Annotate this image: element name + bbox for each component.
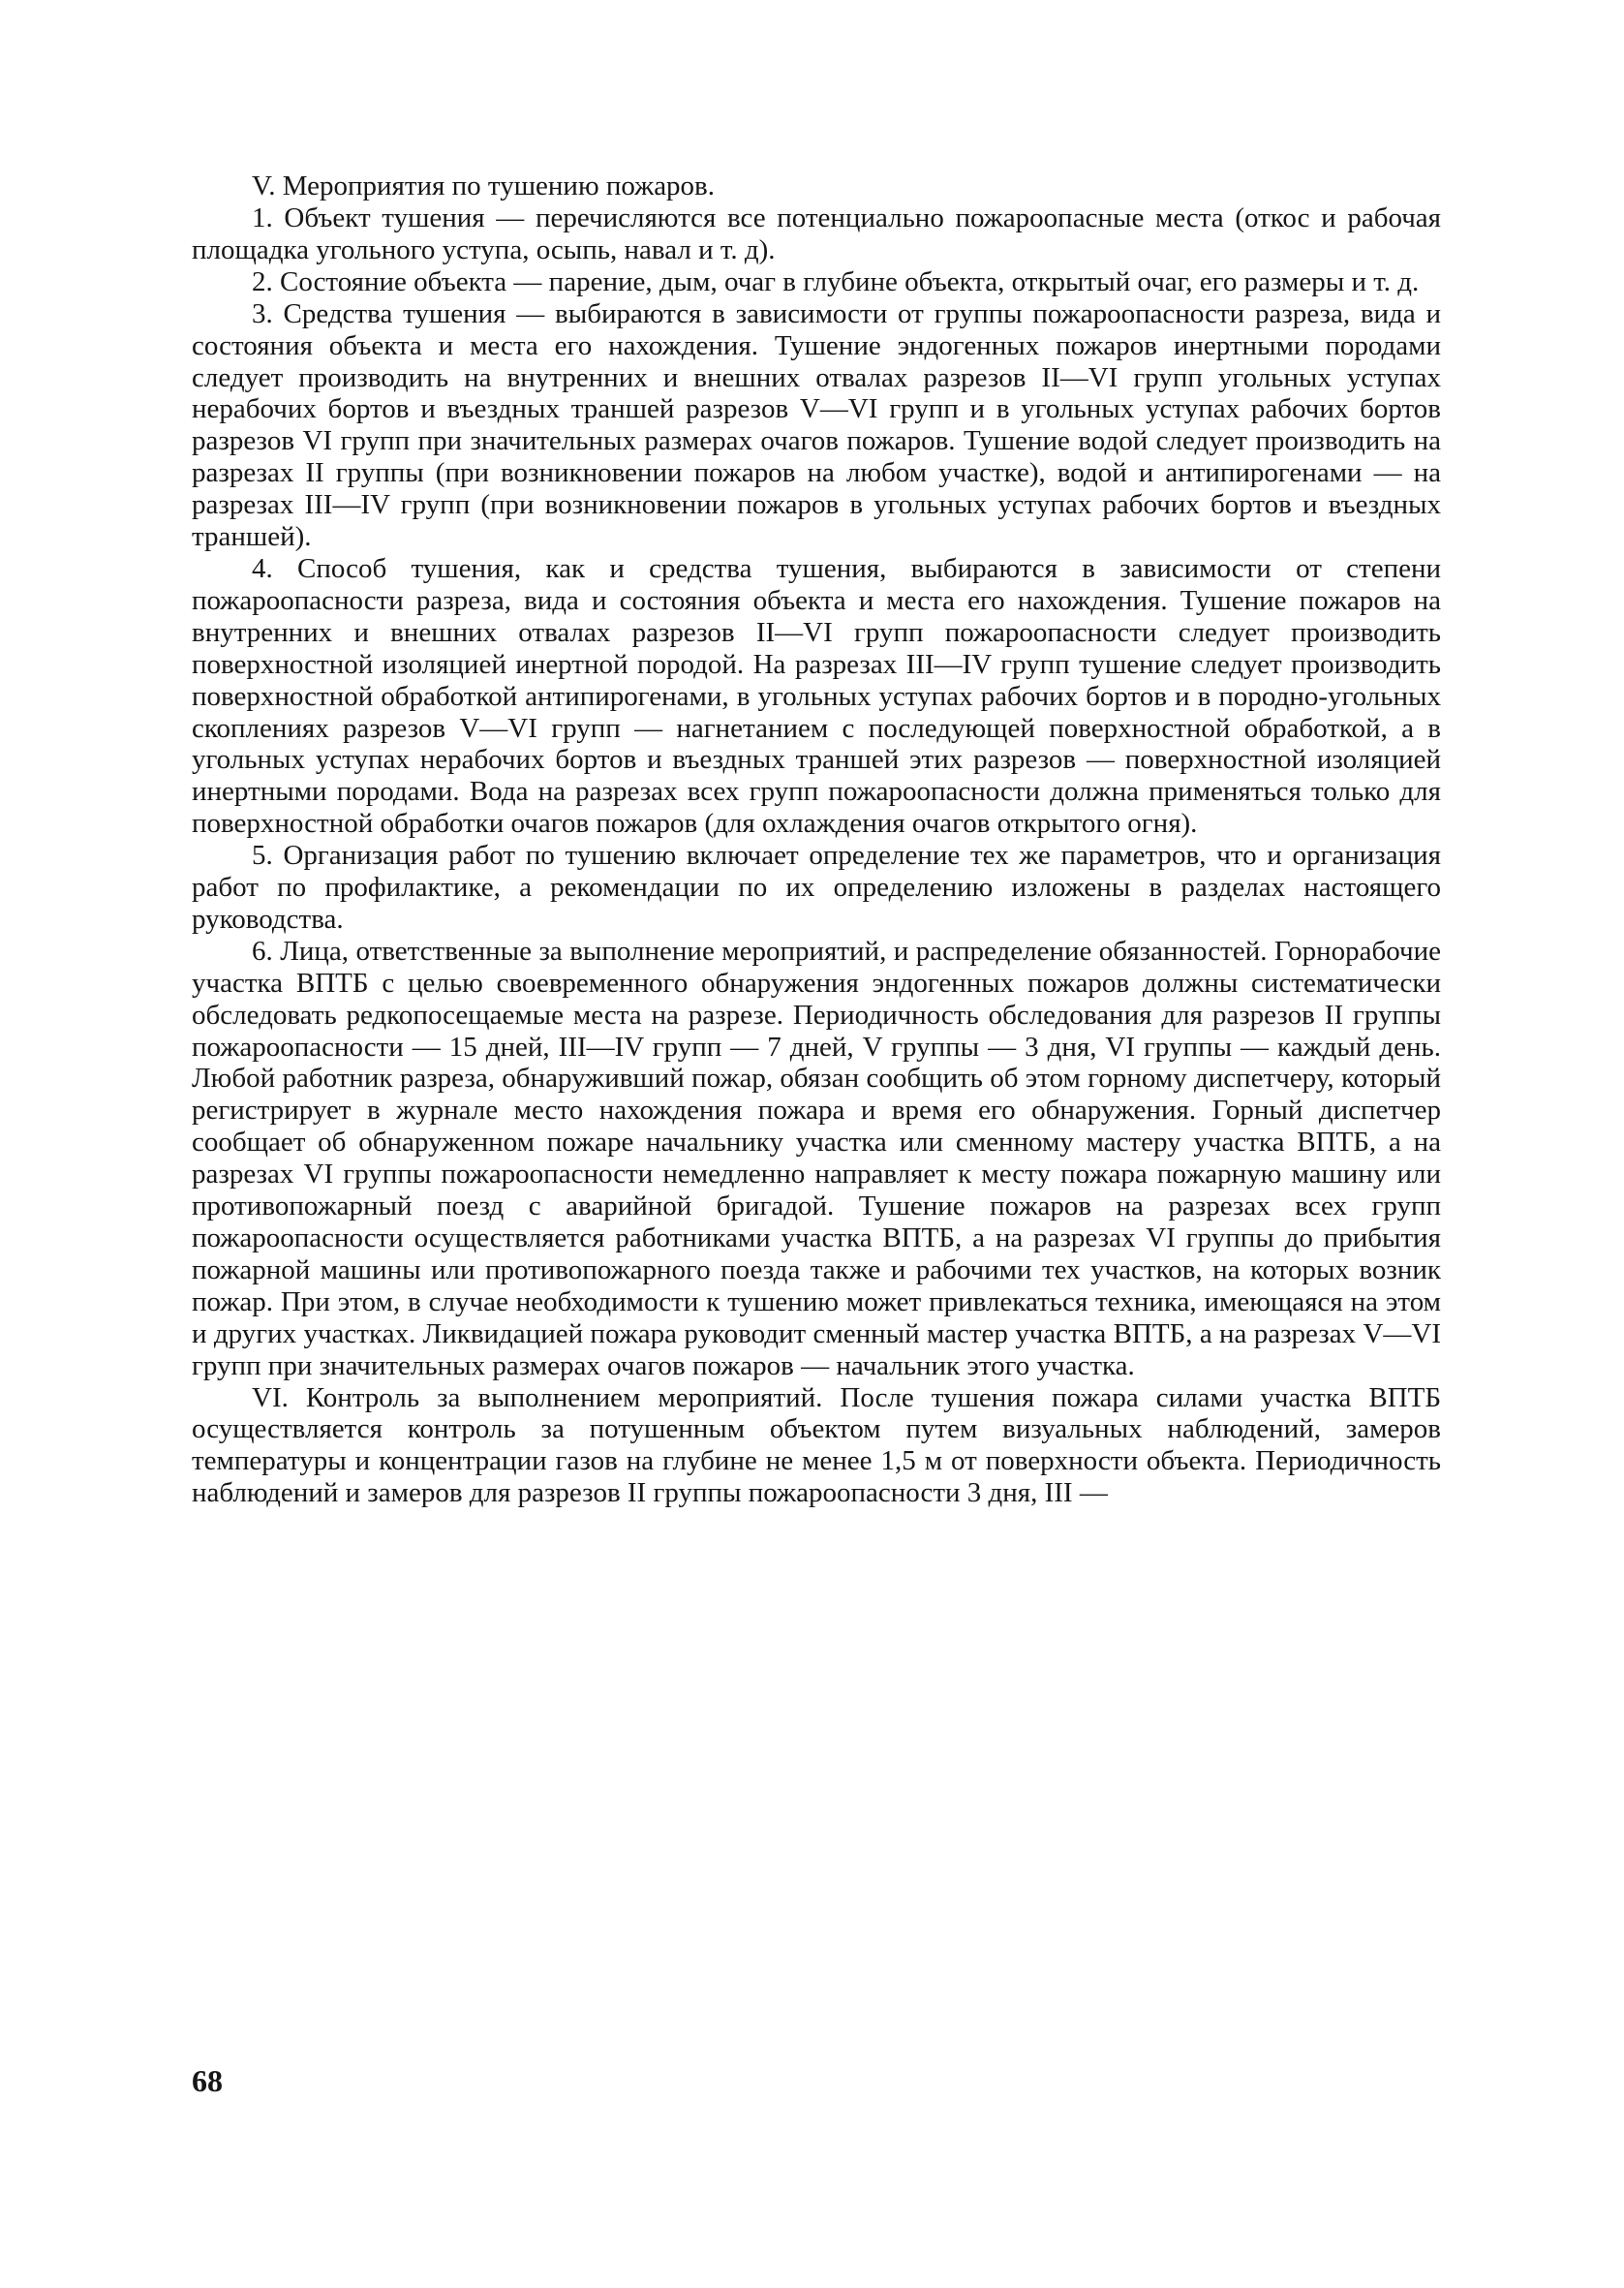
paragraph-method: 4. Способ тушения, как и средства тушения, выбираются в зависимости от степени пожароопасности разреза, вида и состояния объекта и места его нахождения. Тушение пожаров на внутренних и внешних отвалах разрезов II—VI групп пожароопасности следует производить поверхностной изоляцией инертной породой. На разрезах III—IV групп тушение следует производить поверхностной обработкой антипирогенами, в угольных уступах рабочих бортов и в породно-угольных скоплениях разрезов V—VI групп — нагнетанием с последующей поверхностной обработкой, а в угольных уступах нерабочих бортов и въездных траншей этих разрезов — поверхностной изоляцией инертными породами. Вода на разрезах всех групп пожароопасности должна применяться только для поверхностной обработки очагов пожаров (для охлаждения очагов открытого огня). (192, 552, 1441, 840)
paragraph-organization: 5. Организация работ по тушению включает определение тех же параметров, что и организация работ по профилактике, а рекомендации по их определению изложены в разделах настоящего руководства. (192, 840, 1441, 935)
section-heading: V. Мероприятия по тушению пожаров. (252, 170, 716, 201)
paragraph-control: VI. Контроль за выполнением мероприятий. После тушения пожара силами участка ВПТБ осуществляется контроль за потушенным объектом путем визуальных наблюдений, замеров температуры и концентрации газов на глубине не менее 1,5 м от поверхности объекта. Периодичность наблюдений и замеров для разрезов II группы пожароопасности 3 дня, III — (192, 1381, 1441, 1509)
page-number: 68 (192, 2063, 223, 2098)
paragraph-state: 2. Состояние объекта — парение, дым, очаг в глубине объекта, открытый очаг, его размеры и т. д. (252, 265, 1420, 297)
document-page-body (192, 170, 1441, 1509)
paragraph-means: 3. Средства тушения — выбираются в зависимости от группы пожароопасности разреза, вида и состояния объекта и места его нахождения. Тушение эндогенных пожаров инертными породами следует производить на внутренних и внешних отвалах разрезов II—VI групп угольных уступах нерабочих бортов и въездных траншей разрезов V—VI групп и в угольных уступах рабочих бортов разрезов VI групп при значительных размерах очагов пожаров. Тушение водой следует производить на разрезах II группы (при возникновении пожаров на любом участке), водой и антипирогенами — на разрезах III—IV групп (при возникновении пожаров в угольных уступах рабочих бортов и въездных траншей). (192, 297, 1441, 553)
paragraph-object: 1. Объект тушения — перечисляются все потенциально пожароопасные места (откос и рабочая площадка угольного уступа, осыпь, навал и т. д). (192, 202, 1441, 265)
paragraph-responsible: 6. Лица, ответственные за выполнение мероприятий, и распределение обязанностей. Горнорабочие участка ВПТБ с целью своевременного обнаружения эндогенных пожаров должны систематически обследовать редкопосещаемые места на разрезе. Периодичность обследования для разрезов II группы пожароопасности — 15 дней, III—IV групп — 7 дней, V группы — 3 дня, VI группы — каждый день. Любой работник разреза, обнаруживший пожар, обязан сообщить об этом горному диспетчеру, который регистрирует в журнале место нахождения пожара и время его обнаружения. Горный диспетчер сообщает об обнаруженном пожаре начальнику участка или сменному мастеру участка ВПТБ, а на разрезах VI группы пожароопасности немедленно направляет к месту пожара пожарную машину или противопожарный поезд с аварийной бригадой. Тушение пожаров на разрезах всех групп пожароопасности осуществляется работниками участка ВПТБ, а на разрезах VI группы до прибытия пожарной машины или противопожарного поезда также и рабочими тех участков, на которых возник пожар. При этом, в случае необходимости к тушению может привлекаться техника, имеющаяся на этом и других участках. Ликвидацией пожара руководит сменный мастер участка ВПТБ, а на разрезах V—VI групп при значительных размерах очагов пожаров — начальник этого участка. (192, 935, 1441, 1381)
